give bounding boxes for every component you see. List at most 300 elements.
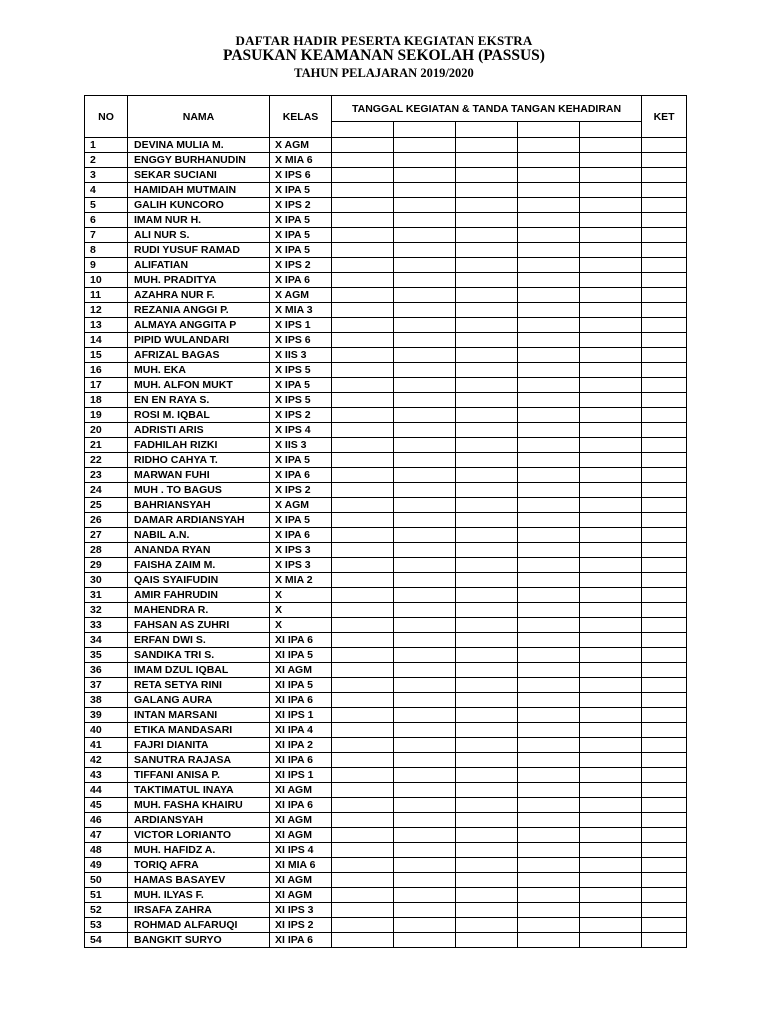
signature-cell	[332, 453, 394, 468]
row-number: 37	[85, 678, 128, 693]
signature-cell	[456, 483, 518, 498]
student-name: FAJRI DIANITA	[128, 738, 270, 753]
signature-cell	[332, 843, 394, 858]
header-nama: NAMA	[128, 96, 270, 138]
table-row	[85, 258, 687, 273]
student-name: FADHILAH RIZKI	[128, 438, 270, 453]
ket-cell	[642, 588, 687, 603]
signature-cell	[394, 333, 456, 348]
signature-cell	[456, 813, 518, 828]
ket-cell	[642, 858, 687, 873]
table-row	[85, 858, 687, 873]
student-class: X AGM	[270, 288, 332, 303]
signature-cell	[518, 888, 580, 903]
signature-cell	[518, 378, 580, 393]
signature-cell	[456, 903, 518, 918]
table-row	[85, 483, 687, 498]
signature-cell	[518, 138, 580, 153]
signature-cell	[518, 213, 580, 228]
ket-cell	[642, 438, 687, 453]
signature-cell	[580, 423, 642, 438]
signature-cell	[332, 813, 394, 828]
table-row	[85, 573, 687, 588]
ket-cell	[642, 318, 687, 333]
signature-cell	[332, 393, 394, 408]
signature-cell	[580, 933, 642, 948]
table-row	[85, 393, 687, 408]
row-number: 21	[85, 438, 128, 453]
student-class: X IPS 1	[270, 318, 332, 333]
table-row	[85, 558, 687, 573]
student-name: MUH. HAFIDZ A.	[128, 843, 270, 858]
student-name: HAMAS BASAYEV	[128, 873, 270, 888]
signature-cell	[456, 558, 518, 573]
table-row	[85, 138, 687, 153]
signature-cell	[580, 153, 642, 168]
signature-cell	[394, 318, 456, 333]
title-line-1: DAFTAR HADIR PESERTA KEGIATAN EKSTRA	[235, 33, 533, 48]
ket-cell	[642, 648, 687, 663]
signature-cell	[518, 618, 580, 633]
title-line-3: TAHUN PELAJARAN 2019/2020	[294, 65, 474, 80]
row-number: 15	[85, 348, 128, 363]
signature-cell	[456, 258, 518, 273]
ket-cell	[642, 633, 687, 648]
row-number: 10	[85, 273, 128, 288]
table-row	[85, 213, 687, 228]
student-name: MARWAN FUHI	[128, 468, 270, 483]
student-name: ALMAYA ANGGITA P	[128, 318, 270, 333]
signature-cell	[456, 408, 518, 423]
row-number: 2	[85, 153, 128, 168]
signature-cell	[580, 393, 642, 408]
signature-cell	[456, 753, 518, 768]
signature-cell	[332, 138, 394, 153]
signature-cell	[394, 258, 456, 273]
signature-cell	[332, 528, 394, 543]
student-name: MUH. EKA	[128, 363, 270, 378]
ket-cell	[642, 828, 687, 843]
signature-cell	[518, 648, 580, 663]
signature-cell	[394, 678, 456, 693]
signature-cell	[332, 213, 394, 228]
signature-cell	[394, 753, 456, 768]
table-row	[85, 513, 687, 528]
signature-cell	[394, 873, 456, 888]
row-number: 41	[85, 738, 128, 753]
row-number: 50	[85, 873, 128, 888]
student-class: X IPA 5	[270, 228, 332, 243]
signature-cell	[580, 873, 642, 888]
signature-cell	[518, 918, 580, 933]
student-name: DAMAR ARDIANSYAH	[128, 513, 270, 528]
signature-cell	[518, 513, 580, 528]
signature-cell	[332, 318, 394, 333]
signature-cell	[456, 168, 518, 183]
student-name: MUH. ALFON MUKT	[128, 378, 270, 393]
signature-cell	[394, 693, 456, 708]
signature-cell	[332, 243, 394, 258]
row-number: 28	[85, 543, 128, 558]
ket-cell	[642, 723, 687, 738]
row-number: 5	[85, 198, 128, 213]
signature-cell	[394, 543, 456, 558]
student-class: X IPA 6	[270, 273, 332, 288]
student-class: XI AGM	[270, 888, 332, 903]
student-class: X IPA 6	[270, 528, 332, 543]
table-row	[85, 438, 687, 453]
date-slot-5	[580, 122, 642, 138]
signature-cell	[332, 468, 394, 483]
table-row	[85, 888, 687, 903]
row-number: 43	[85, 768, 128, 783]
ket-cell	[642, 783, 687, 798]
signature-cell	[580, 648, 642, 663]
signature-cell	[518, 183, 580, 198]
student-name: ENGGY BURHANUDIN	[128, 153, 270, 168]
signature-cell	[394, 348, 456, 363]
signature-cell	[580, 783, 642, 798]
signature-cell	[394, 813, 456, 828]
signature-cell	[580, 558, 642, 573]
signature-cell	[518, 453, 580, 468]
signature-cell	[394, 453, 456, 468]
table-row	[85, 663, 687, 678]
student-class: XI IPA 4	[270, 723, 332, 738]
signature-cell	[456, 153, 518, 168]
table-row	[85, 603, 687, 618]
student-class: X IPA 5	[270, 378, 332, 393]
row-number: 45	[85, 798, 128, 813]
ket-cell	[642, 213, 687, 228]
signature-cell	[518, 303, 580, 318]
header-kelas: KELAS	[270, 96, 332, 138]
signature-cell	[456, 333, 518, 348]
signature-cell	[580, 453, 642, 468]
student-class: XI IPA 2	[270, 738, 332, 753]
signature-cell	[394, 363, 456, 378]
table-row	[85, 738, 687, 753]
signature-cell	[518, 288, 580, 303]
signature-cell	[456, 618, 518, 633]
ket-cell	[642, 753, 687, 768]
student-class: X MIA 6	[270, 153, 332, 168]
signature-cell	[332, 288, 394, 303]
table-row	[85, 648, 687, 663]
ket-cell	[642, 303, 687, 318]
signature-cell	[456, 918, 518, 933]
signature-cell	[456, 393, 518, 408]
signature-cell	[456, 288, 518, 303]
signature-cell	[456, 528, 518, 543]
signature-cell	[332, 558, 394, 573]
student-class: X MIA 2	[270, 573, 332, 588]
signature-cell	[456, 303, 518, 318]
signature-cell	[394, 468, 456, 483]
signature-cell	[580, 168, 642, 183]
student-class: X IIS 3	[270, 438, 332, 453]
signature-cell	[456, 423, 518, 438]
signature-cell	[580, 513, 642, 528]
signature-cell	[580, 333, 642, 348]
signature-cell	[518, 423, 580, 438]
signature-cell	[332, 858, 394, 873]
header-no: NO	[85, 96, 128, 138]
ket-cell	[642, 918, 687, 933]
student-class: XI IPS 1	[270, 708, 332, 723]
signature-cell	[580, 213, 642, 228]
student-name: GALANG AURA	[128, 693, 270, 708]
signature-cell	[332, 618, 394, 633]
signature-cell	[580, 258, 642, 273]
student-class: X IPA 5	[270, 243, 332, 258]
table-row	[85, 333, 687, 348]
table-row	[85, 453, 687, 468]
table-row	[85, 918, 687, 933]
row-number: 31	[85, 588, 128, 603]
ket-cell	[642, 768, 687, 783]
row-number: 33	[85, 618, 128, 633]
table-row	[85, 183, 687, 198]
ket-cell	[642, 363, 687, 378]
student-class: X IPS 2	[270, 258, 332, 273]
row-number: 14	[85, 333, 128, 348]
table-row	[85, 273, 687, 288]
signature-cell	[456, 678, 518, 693]
table-row	[85, 378, 687, 393]
attendance-table	[84, 95, 687, 948]
student-class: XI IPA 6	[270, 753, 332, 768]
student-class: XI AGM	[270, 813, 332, 828]
ket-cell	[642, 183, 687, 198]
student-name: MUH. ILYAS F.	[128, 888, 270, 903]
signature-cell	[456, 468, 518, 483]
signature-cell	[394, 633, 456, 648]
signature-cell	[332, 768, 394, 783]
row-number: 39	[85, 708, 128, 723]
student-class: XI AGM	[270, 783, 332, 798]
signature-cell	[518, 438, 580, 453]
signature-cell	[332, 888, 394, 903]
row-number: 24	[85, 483, 128, 498]
signature-cell	[456, 888, 518, 903]
student-name: ROHMAD ALFARUQI	[128, 918, 270, 933]
signature-cell	[332, 603, 394, 618]
signature-cell	[332, 588, 394, 603]
signature-cell	[332, 783, 394, 798]
signature-cell	[394, 288, 456, 303]
title-line-2: PASUKAN KEAMANAN SEKOLAH (PASSUS)	[223, 47, 545, 64]
student-name: PIPID WULANDARI	[128, 333, 270, 348]
student-class: X IIS 3	[270, 348, 332, 363]
signature-cell	[580, 693, 642, 708]
ket-cell	[642, 198, 687, 213]
student-class: X IPS 4	[270, 423, 332, 438]
signature-cell	[518, 768, 580, 783]
student-name: ARDIANSYAH	[128, 813, 270, 828]
student-class: X IPS 3	[270, 543, 332, 558]
signature-cell	[580, 738, 642, 753]
table-row	[85, 678, 687, 693]
signature-cell	[456, 633, 518, 648]
signature-cell	[332, 738, 394, 753]
student-name: ADRISTI ARIS	[128, 423, 270, 438]
signature-cell	[456, 858, 518, 873]
student-name: IMAM NUR H.	[128, 213, 270, 228]
table-row	[85, 303, 687, 318]
signature-cell	[332, 168, 394, 183]
signature-cell	[518, 633, 580, 648]
student-class: XI IPA 6	[270, 798, 332, 813]
signature-cell	[518, 483, 580, 498]
ket-cell	[642, 468, 687, 483]
ket-cell	[642, 168, 687, 183]
student-class: X IPA 5	[270, 453, 332, 468]
signature-cell	[456, 348, 518, 363]
student-name: SANUTRA RAJASA	[128, 753, 270, 768]
ket-cell	[642, 513, 687, 528]
signature-cell	[332, 873, 394, 888]
student-class: X IPS 2	[270, 408, 332, 423]
table-row	[85, 528, 687, 543]
student-name: ETIKA MANDASARI	[128, 723, 270, 738]
row-number: 3	[85, 168, 128, 183]
signature-cell	[580, 198, 642, 213]
row-number: 47	[85, 828, 128, 843]
signature-cell	[332, 633, 394, 648]
signature-cell	[456, 318, 518, 333]
signature-cell	[456, 273, 518, 288]
student-name: SANDIKA TRI S.	[128, 648, 270, 663]
signature-cell	[518, 588, 580, 603]
signature-cell	[332, 693, 394, 708]
signature-cell	[580, 633, 642, 648]
student-class: XI IPA 6	[270, 693, 332, 708]
signature-cell	[518, 468, 580, 483]
signature-cell	[394, 843, 456, 858]
student-class: XI IPA 5	[270, 678, 332, 693]
student-name: ALIFATIAN	[128, 258, 270, 273]
student-class: X AGM	[270, 138, 332, 153]
signature-cell	[456, 648, 518, 663]
ket-cell	[642, 483, 687, 498]
signature-cell	[332, 498, 394, 513]
student-class: XI MIA 6	[270, 858, 332, 873]
student-name: AMIR FAHRUDIN	[128, 588, 270, 603]
signature-cell	[332, 303, 394, 318]
row-number: 7	[85, 228, 128, 243]
student-name: RETA SETYA RINI	[128, 678, 270, 693]
ket-cell	[642, 738, 687, 753]
ket-cell	[642, 693, 687, 708]
table-row	[85, 723, 687, 738]
row-number: 22	[85, 453, 128, 468]
student-class: X IPS 5	[270, 393, 332, 408]
table-row	[85, 198, 687, 213]
signature-cell	[580, 843, 642, 858]
signature-cell	[394, 573, 456, 588]
date-slot-2	[394, 122, 456, 138]
signature-cell	[518, 543, 580, 558]
row-number: 29	[85, 558, 128, 573]
signature-cell	[580, 378, 642, 393]
signature-cell	[580, 243, 642, 258]
ket-cell	[642, 423, 687, 438]
signature-cell	[580, 708, 642, 723]
ket-cell	[642, 153, 687, 168]
table-row	[85, 228, 687, 243]
signature-cell	[456, 933, 518, 948]
student-class: XI AGM	[270, 828, 332, 843]
signature-cell	[332, 663, 394, 678]
row-number: 51	[85, 888, 128, 903]
ket-cell	[642, 708, 687, 723]
signature-cell	[456, 243, 518, 258]
signature-cell	[580, 318, 642, 333]
signature-cell	[332, 438, 394, 453]
signature-cell	[518, 603, 580, 618]
table-row	[85, 693, 687, 708]
ket-cell	[642, 453, 687, 468]
signature-cell	[456, 723, 518, 738]
row-number: 36	[85, 663, 128, 678]
signature-cell	[394, 303, 456, 318]
student-name: MUH. FASHA KHAIRU	[128, 798, 270, 813]
signature-cell	[394, 663, 456, 678]
signature-cell	[518, 843, 580, 858]
row-number: 53	[85, 918, 128, 933]
row-number: 34	[85, 633, 128, 648]
signature-cell	[580, 468, 642, 483]
date-slot-1	[332, 122, 394, 138]
row-number: 52	[85, 903, 128, 918]
signature-cell	[456, 378, 518, 393]
row-number: 20	[85, 423, 128, 438]
ket-cell	[642, 348, 687, 363]
signature-cell	[456, 543, 518, 558]
ket-cell	[642, 333, 687, 348]
ket-cell	[642, 408, 687, 423]
signature-cell	[456, 798, 518, 813]
table-row	[85, 768, 687, 783]
student-class: X	[270, 588, 332, 603]
student-name: IRSAFA ZAHRA	[128, 903, 270, 918]
student-name: INTAN MARSANI	[128, 708, 270, 723]
ket-cell	[642, 903, 687, 918]
ket-cell	[642, 843, 687, 858]
signature-cell	[394, 708, 456, 723]
header-tanggal: TANGGAL KEGIATAN & TANDA TANGAN KEHADIRAN	[332, 96, 642, 122]
signature-cell	[332, 258, 394, 273]
signature-cell	[456, 663, 518, 678]
table-row	[85, 843, 687, 858]
signature-cell	[332, 828, 394, 843]
signature-cell	[394, 168, 456, 183]
student-class: X	[270, 618, 332, 633]
student-class: XI IPA 5	[270, 648, 332, 663]
signature-cell	[580, 603, 642, 618]
student-name: BAHRIANSYAH	[128, 498, 270, 513]
signature-cell	[518, 738, 580, 753]
signature-cell	[332, 273, 394, 288]
student-name: RUDI YUSUF RAMAD	[128, 243, 270, 258]
signature-cell	[456, 873, 518, 888]
signature-cell	[580, 543, 642, 558]
row-number: 1	[85, 138, 128, 153]
ket-cell	[642, 243, 687, 258]
ket-cell	[642, 228, 687, 243]
row-number: 11	[85, 288, 128, 303]
